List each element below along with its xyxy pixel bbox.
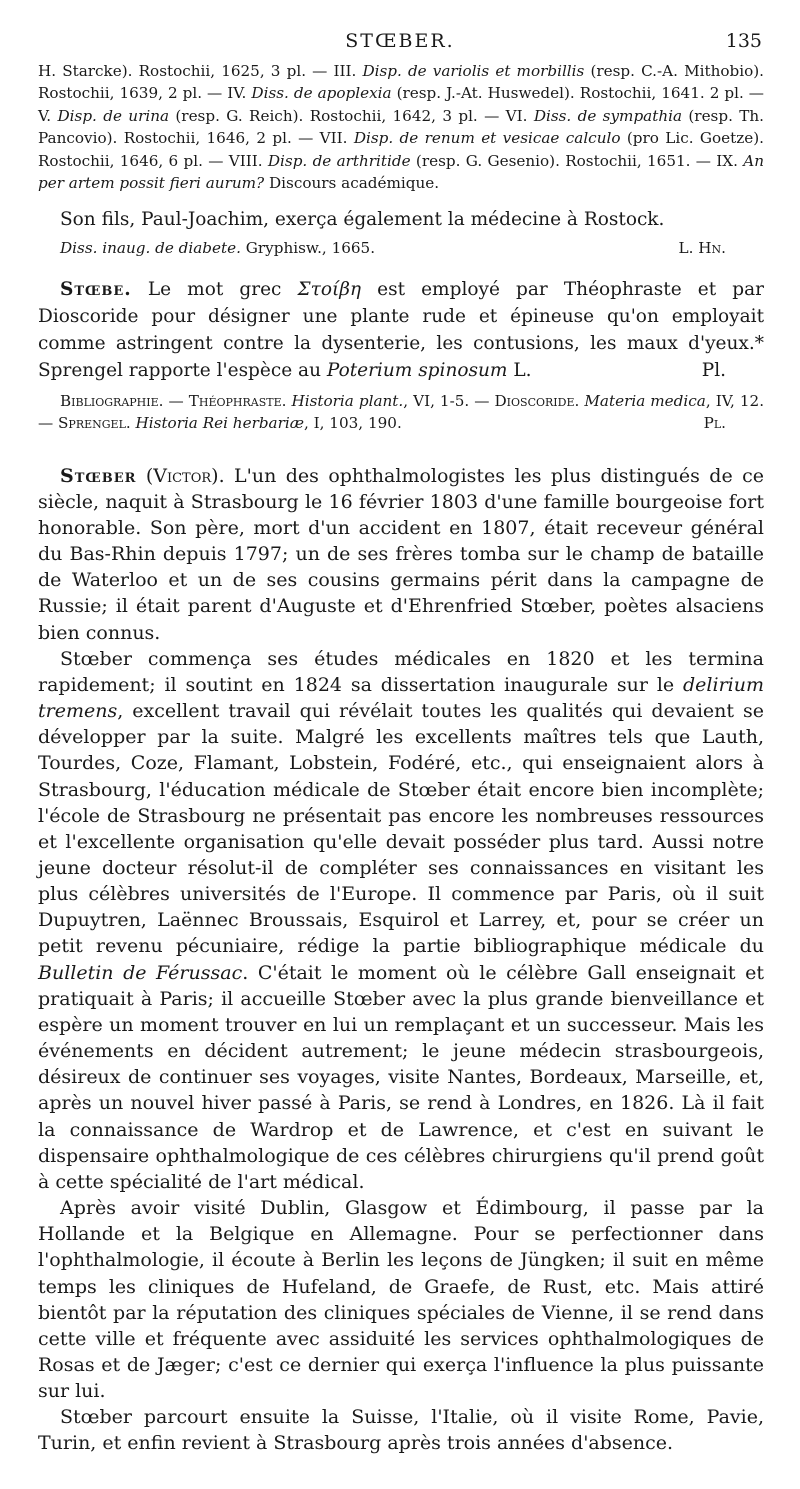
bibliography-continuation: H. Starcke). Rostochii, 1625, 3 pl. — III. Disp. de variolis et morbillis (resp. C.-A. Mithobio). Rostochii, 1639, 2 pl. — IV. Diss. de apoplexia (resp. J.-At. Huswedel). Rostochii, 1641. 2 pl. — V. Disp. de urina (resp. G. Reich). Rostochii, 1642, 3 pl. — VI. Diss. de sympathia (resp. Th. Pancovio). Rostochii, 1646, 2 pl. — VII. Disp. de renum et vesicae calculo (pro Lic. Goetze). Rostochii, 1646, 6 pl. — VIII. Disp. de arthritide (resp. G. Gesenio). Rostochii, 1651. — IX. An per artem possit fieri aurum? Discours académique.	[38, 62, 764, 193]
stoebe-entry: Stœbe. Le mot grec Στοίβη est employé par Théophraste et par Dioscoride pour désigner une plante rude et épineuse qu'on employait comme astringent contre la dysenterie, les contusions, les maux d'yeux.* Sprengel rapporte l'espèce au Poterium spinosum L. Pl.	[38, 276, 764, 384]
stoeber-paragraph-2: Stœber commença ses études médicales en 1820 et les termina rapidement; il soutint en 1824 sa dissertation inaugurale sur le delirium tremens, excellent travail qui révélait toutes les qualités qui devaient se développer par la suite. Malgré les excellents maîtres tels que Lauth, Tourdes, Coze, Flamant, Lobstein, Fodéré, etc., qui enseignaient alors à Strasbourg, l'éducation médicale de Stœber était encore bien incomplète; l'école de Strasbourg ne présentait pas encore les nombreuses ressources et l'excellente organisation qu'elle devait posséder plus tard. Aussi notre jeune docteur résolut-il de compléter ses connaissances en visitant les plus célèbres universités de l'Europe. Il commence par Paris, où il suit Dupuytren, Laënnec Broussais, Esquirol et Larrey, et, pour se créer un petit revenu pécuniaire, rédige la partie bibliographique médicale du Bulletin de Férussac. C'était le moment où le célèbre Gall enseignait et pratiquait à Paris; il accueille Stœber avec la plus grande bienveillance et espère un moment trouver en lui un remplaçant et un successeur. Mais les événements en décident autrement; le jeune médecin strasbourgeois, désireux de continuer ses voyages, visite Nantes, Bordeaux, Marseille, et, après un nouvel hiver passé à Paris, se rend à Londres, en 1826. Là il fait la connaissance de Wardrop et de Lawrence, et c'est en suivant le dispensaire ophthalmologique de ces célèbres chirurgiens qu'il prend goût à cette spécialité de l'art médical.	[38, 647, 764, 1193]
son-paragraph: Son fils, Paul-Joachim, exerça également la médecine à Rostock.	[60, 209, 665, 231]
page-content	[38, 60, 764, 1457]
running-title: STŒBER.	[345, 30, 455, 52]
page-header	[38, 30, 762, 54]
stoeber-paragraph-3: Après avoir visité Dublin, Glasgow et Édimbourg, il passe par la Hollande et la Belgique en Allemagne. Pour se perfectionner dans l'ophthalmologie, il écoute à Berlin les leçons de Jüngken; il suit en même temps les cliniques de Hufeland, de Graefe, de Rust, etc. Mais attiré bientôt par la réputation des cliniques spéciales de Vienne, il se rend dans cette ville et fréquente avec assiduité les services ophthalmologiques de Rosas et de Jæger; c'est ce dernier qui exerça l'influence la plus puissante sur lui.	[38, 1197, 764, 1403]
son-reference: Diss. inaug. de diabete. Gryphisw., 1665. L. Hn.	[38, 237, 764, 259]
entry-headword: Stœbe.	[60, 278, 132, 300]
page-number: 135	[725, 30, 762, 52]
stoebe-bibliography: Bibliographie. — Théophraste. Historia plant., VI, 1-5. — Dioscoride. Materia medica, IV, 12. — Sprengel. Historia Rei herbariæ, I, 103, 190. Pl.	[38, 390, 764, 435]
entry-headword: Stœber	[60, 464, 137, 487]
author-signature: Pl.	[703, 414, 726, 433]
stoeber-paragraph-4: Stœber parcourt ensuite la Suisse, l'Italie, où il visite Rome, Pavie, Turin, et enfin revient à Strasbourg après trois années d'absence.	[38, 1406, 764, 1455]
author-signature: L. Hn.	[678, 239, 726, 258]
author-signature: Pl.	[701, 359, 726, 381]
stoeber-paragraph-1: Stœber (Victor). L'un des ophthalmologistes les plus distingués de ce siècle, naquit à Strasbourg le 16 février 1803 d'une famille bourgeoise fort honorable. Son père, mort d'un accident en 1807, était receveur général du Bas-Rhin depuis 1797; un de ses frères tomba sur le champ de bataille de Waterloo et un de ses cousins germains périt dans la campagne de Russie; il était parent d'Auguste et d'Ehrenfried Stœber, poètes alsaciens bien connus.	[38, 464, 765, 644]
